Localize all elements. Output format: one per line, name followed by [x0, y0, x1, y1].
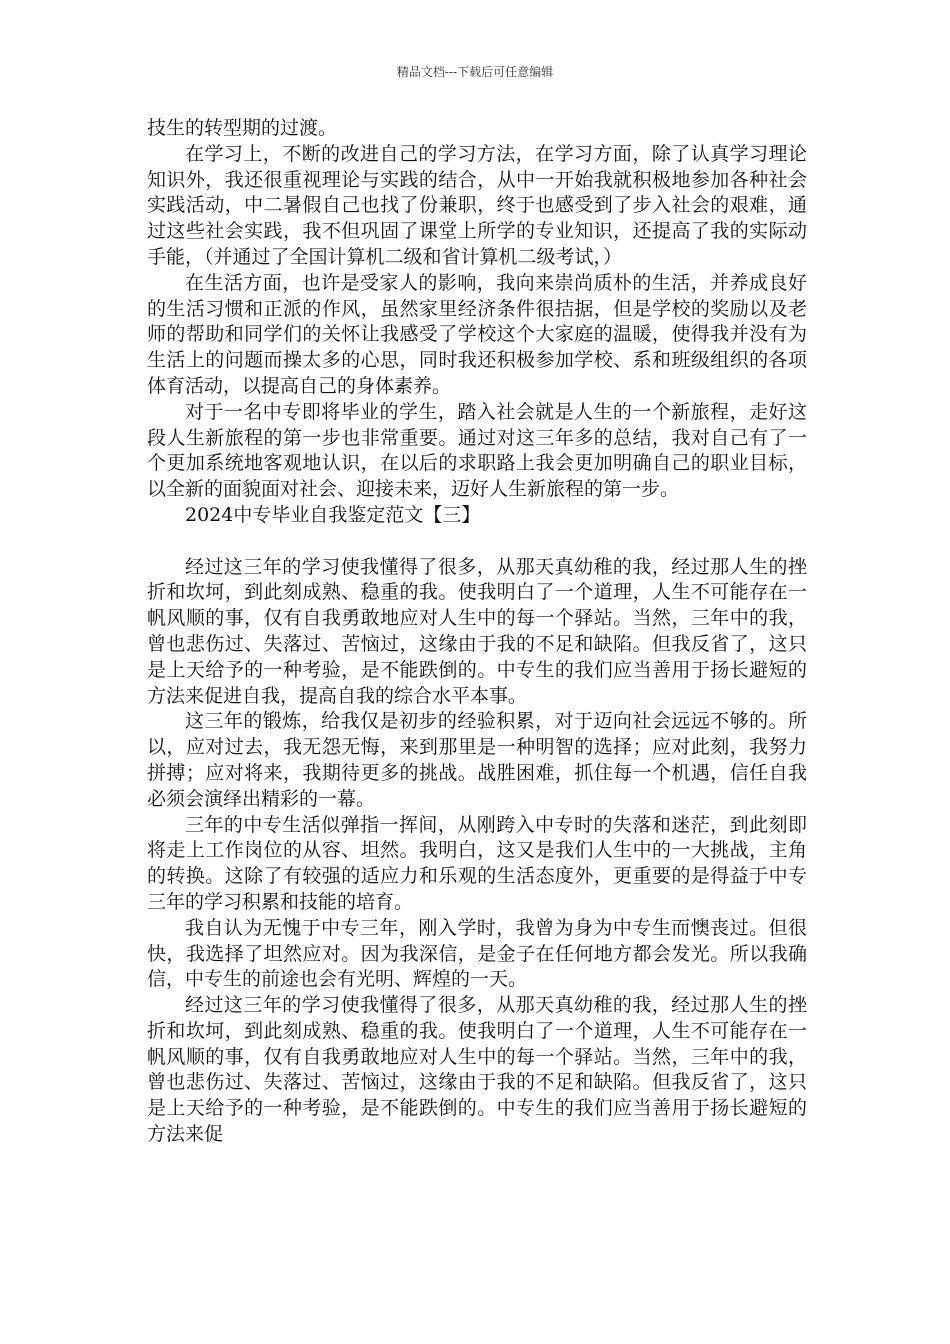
- document-body: [147, 116, 807, 1148]
- paragraph-study: 在学习上，不断的改进自己的学习方法，在学习方面，除了认真学习理论知识外，我还很重视理论与实践的结合，从中一开始我就积极地参加各种社会实践活动，中二暑假自己也找了份兼职，终于也感受到了步入社会的艰难，通过这些社会实践，我不但巩固了课堂上所学的专业知识，还提高了我的实际动手能，（并通过了全国计算机二级和省计算机二级考试，）: [147, 142, 807, 268]
- paragraph-growth-repeat: 经过这三年的学习使我懂得了很多，从那天真幼稚的我，经过那人生的挫折和坎坷，到此刻成熟、稳重的我。使我明白了一个道理，人生不可能存在一帆风顺的事，仅有自我勇敢地应对人生中的每一个驿站。当然，三年中的我，曾也悲伤过、失落过、苦恼过，这缘由于我的不足和缺陷。但我反省了，这只是上天给予的一种考验，是不能跌倒的。中专生的我们应当善用于扬长避短的方法来促: [147, 994, 807, 1146]
- paragraph-growth: 经过这三年的学习使我懂得了很多，从那天真幼稚的我，经过那人生的挫折和坎坷，到此刻成熟、稳重的我。使我明白了一个道理，人生不可能存在一帆风顺的事，仅有自我勇敢地应对人生中的每一个驿站。当然，三年中的我，曾也悲伤过、失落过、苦恼过，这缘由于我的不足和缺陷。但我反省了，这只是上天给予的一种考验，是不能跌倒的。中专生的我们应当善用于扬长避短的方法来促进自我，提高自我的综合水平本事。: [147, 555, 807, 707]
- blank-line: [147, 529, 807, 555]
- paragraph-three-years: 三年的中专生活似弹指一挥间，从刚跨入中专时的失落和迷茫，到此刻即将走上工作岗位的从容、坦然。我明白，这又是我们人生中的一大挑战，主角的转换。这除了有较强的适应力和乐观的生活态度外，更重要的是得益于中专三年的学习积累和技能的培育。: [147, 813, 807, 913]
- paragraph-training: 这三年的锻炼，给我仅是初步的经验积累，对于迈向社会远远不够的。所以，应对过去，我无怨无悔，来到那里是一种明智的选择；应对此刻，我努力拼搏；应对将来，我期待更多的挑战。战胜困难，抓住每一个机遇，信任自我必须会演绎出精彩的一幕。: [147, 710, 807, 810]
- paragraph-no-regret: 我自认为无愧于中专三年，刚入学时，我曾为身为中专生而懊丧过。但很快，我选择了坦然应对。因为我深信，是金子在任何地方都会发光。所以我确信，中专生的前途也会有光明、辉煌的一天。: [147, 916, 807, 991]
- section-title: 2024中专毕业自我鉴定范文【三】: [185, 503, 481, 526]
- page-header: 精品文档---下载后可任意编辑: [396, 65, 554, 79]
- paragraph-life: 在生活方面，也许是受家人的影响，我向来崇尚质朴的生活，并养成良好的生活习惯和正派的作风，虽然家里经济条件很拮据，但是学校的奖励以及老师的帮助和同学们的关怀让我感受了学校这个大家庭的温暖，使得我并没有为生活上的问题而操太多的心思，同时我还积极参加学校、系和班级组织的各项体育活动，以提高自己的身体素养。: [147, 271, 807, 397]
- paragraph-continuation: 技生的转型期的过渡。: [147, 117, 338, 139]
- paragraph-future: 对于一名中专即将毕业的学生，踏入社会就是人生的一个新旅程，走好这段人生新旅程的第一步也非常重要。通过对这三年多的总结，我对自己有了一个更加系统地客观地认识，在以后的求职路上我会更加明确自己的职业目标，以全新的面貌面对社会、迎接未来，迈好人生新旅程的第一步。: [147, 400, 807, 501]
